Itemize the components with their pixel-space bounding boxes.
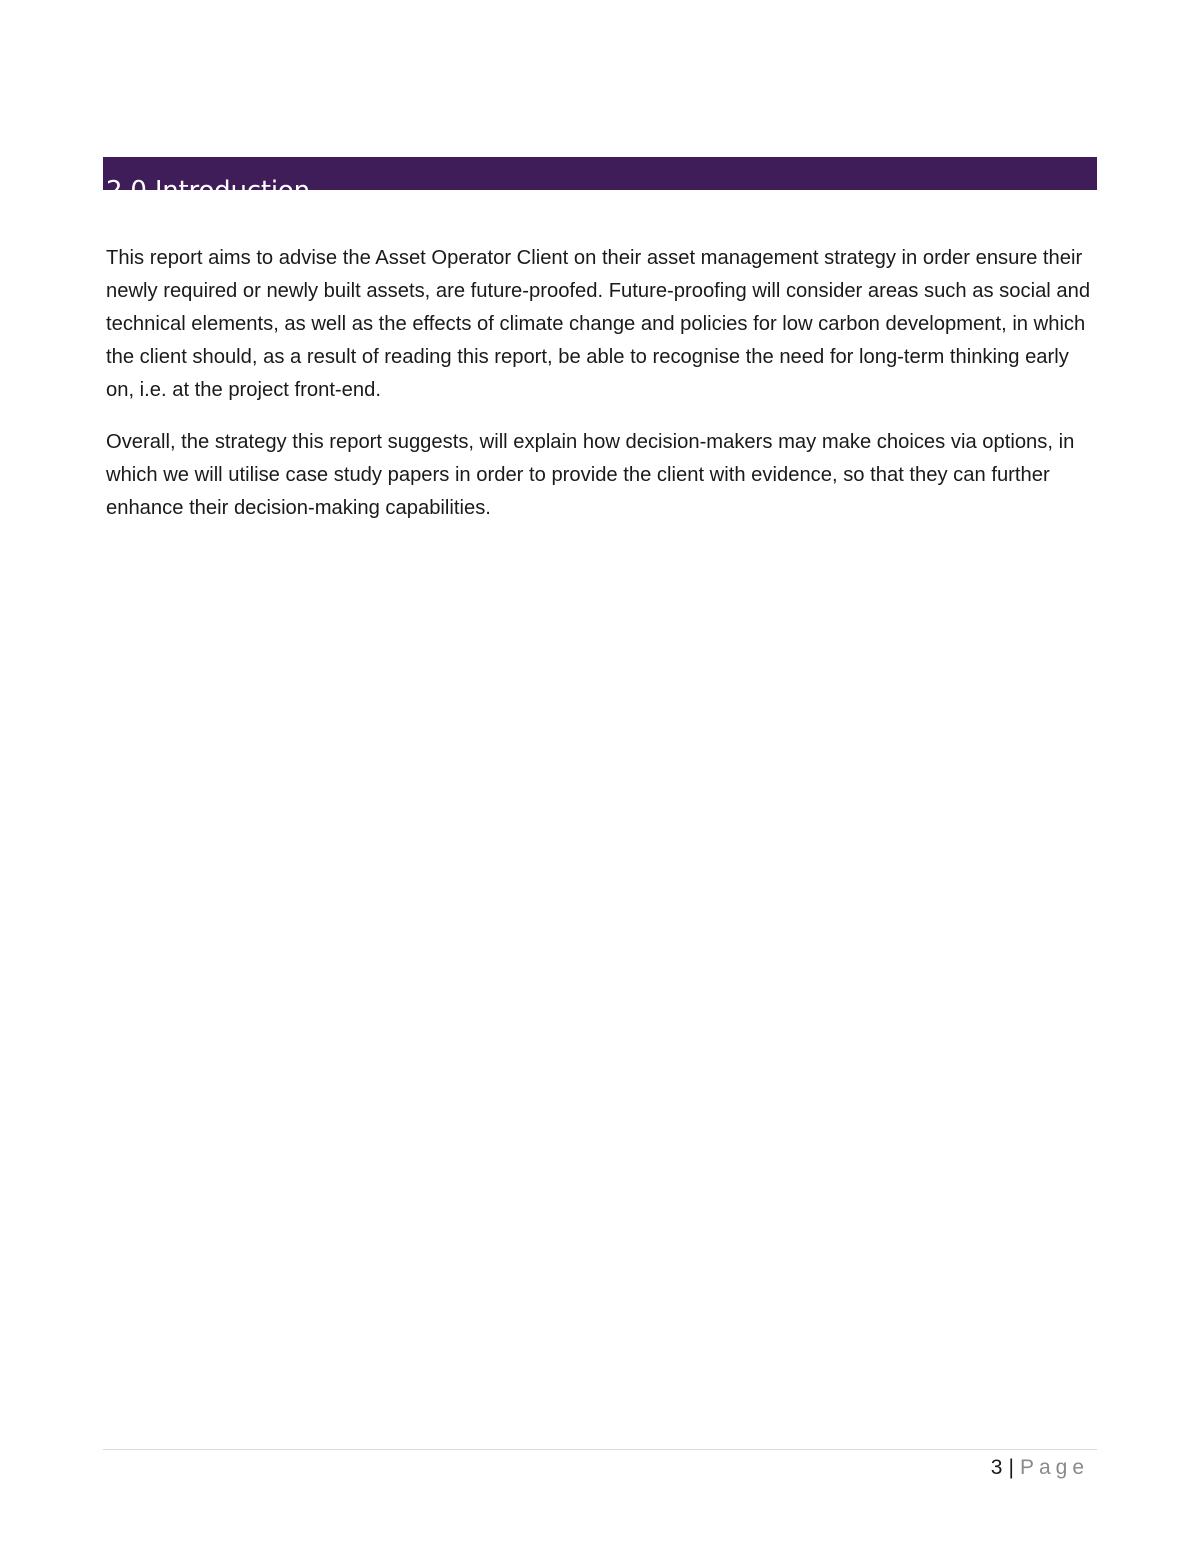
page-number: 3 <box>990 1456 1003 1479</box>
page-label: Page <box>1019 1456 1089 1479</box>
page-footer <box>991 1454 1089 1482</box>
footer-separator: | <box>1008 1456 1014 1479</box>
intro-paragraph-1: This report aims to advise the Asset Operator Client on their asset management strategy in order ensure their newly required or newly built assets, are future-proofed. Future-proofing will consider areas such as social and technical elements, as well as the effects of climate change and policies for low carbon development, in which the client should, as a result of reading this report, be able to recognise the need for long-term thinking early on, i.e. at the project front-end. <box>106 247 1091 401</box>
section-heading: 2.0 Introduction <box>106 176 310 207</box>
footer-divider <box>103 1449 1097 1450</box>
section-heading-bar <box>103 157 1097 207</box>
intro-paragraph-2: Overall, the strategy this report suggests, will explain how decision-makers may make choices via options, in which we will utilise case study papers in order to provide the client with evidence, so that they can further enhance their decision-making capabilities. <box>106 431 1075 519</box>
